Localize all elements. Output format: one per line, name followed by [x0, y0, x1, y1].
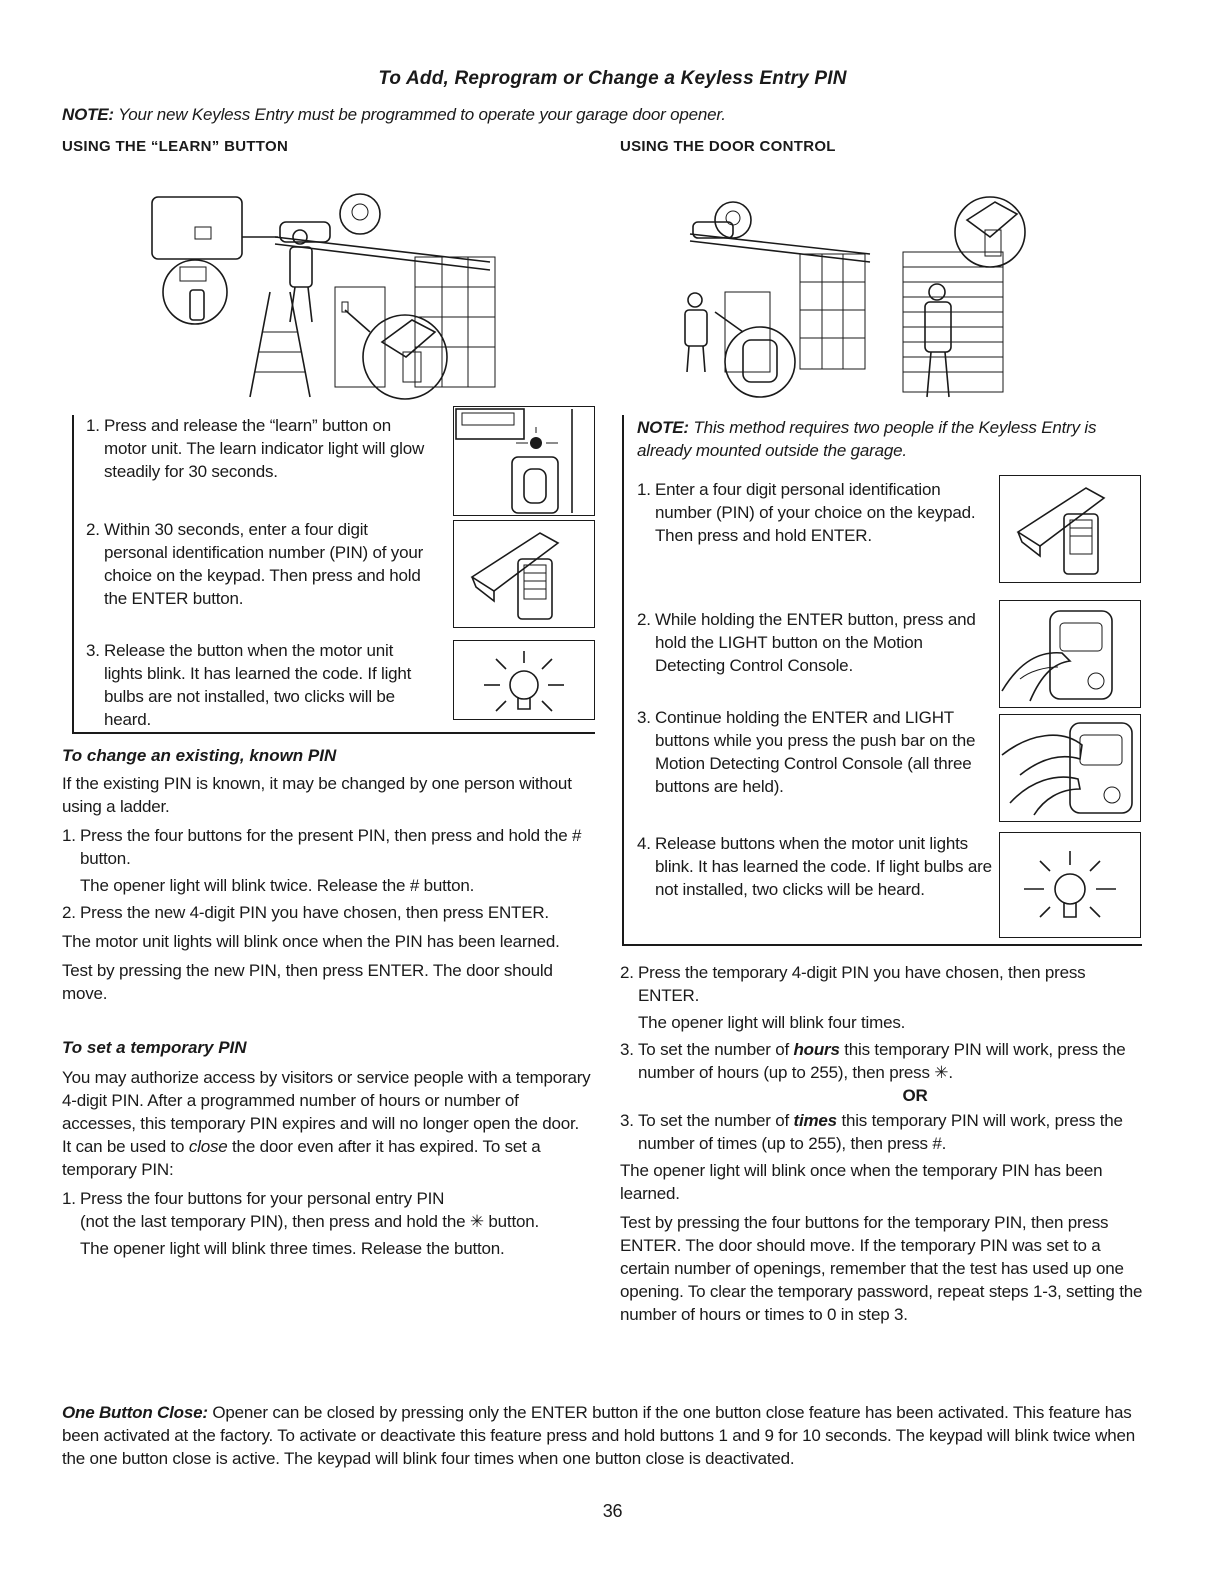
light-bulb-icon: [453, 640, 595, 720]
page-title: To Add, Reprogram or Change a Keyless Entry PIN: [378, 68, 847, 89]
note-label: NOTE:: [62, 105, 114, 124]
temp-step-2: Press the temporary 4-digit PIN you have chosen, then press ENTER.: [638, 963, 1086, 1005]
door-control-note: NOTE: This method requires two people if the Keyless Entry is already mounted outside the garage.: [637, 418, 1097, 460]
one-button-close-label: One Button Close:: [62, 1403, 208, 1422]
change-known-step-1-sub: The opener light will blink twice. Release the # button.: [80, 876, 475, 895]
left-heading: USING THE “LEARN” BUTTON: [62, 138, 289, 155]
temporary-step-1-line-2: (not the last temporary PIN), then press and hold the ✳ button.: [80, 1212, 540, 1231]
page-number: 36: [602, 1501, 623, 1521]
keypad-icon: [999, 475, 1141, 583]
temp-continued: 2. Press the temporary 4-digit PIN you have chosen, then press ENTER. The opener light will blink four times. 3. To set the number of hours this temporary PIN will work, press the number of hours (up to 255), then press ✳. OR 3. To set the number of times this temporary PIN will work, press the number of times (up to 255), then press #. The opener light will blink once when the temporary PIN has been learned. Test by pressing the four buttons for the temporary PIN, then press ENTER. The door should move. If the temporary PIN was set to a certain number of openings, remember that the test has used up one opening. To clear the temporary password, repeat steps 1-3, setting the number of hours or times to 0 in step 3.: [620, 961, 1150, 1332]
garage-door-control-illustration-icon: [655, 192, 1045, 404]
temp-step-3b: To set the number of times this temporary PIN will work, press the number of times (up to 255), then press #.: [638, 1111, 1123, 1153]
door-step-3: 3. Continue holding the ENTER and LIGHT buttons while you press the push bar on the Motion Detecting Control Console (all three buttons are held).: [637, 708, 976, 796]
change-known-para-2: Test by pressing the new PIN, then press ENTER. The door should move.: [62, 961, 553, 1003]
right-heading: USING THE DOOR CONTROL: [620, 138, 836, 155]
door-step-4: 4. Release buttons when the motor unit lights blink. It has learned the code. If light bulbs are not installed, two clicks will be heard.: [637, 834, 992, 899]
door-step-2: 2. While holding the ENTER button, press and hold the LIGHT button on the Motion Detecting Control Console.: [637, 610, 976, 675]
control-console-icon: [999, 600, 1141, 708]
learn-step-2: 2. Within 30 seconds, enter a four digit personal identification number (PIN) of your choice on the keypad. Then press and hold the ENTER button.: [86, 520, 424, 608]
keypad-icon: [453, 520, 595, 628]
change-known-heading: To change an existing, known PIN: [62, 746, 337, 765]
right-steps-underline: [622, 944, 1142, 946]
change-known-step-2: Press the new 4-digit PIN you have chosen, then press ENTER.: [80, 903, 549, 922]
left-steps-bracket: [72, 415, 74, 733]
garage-ladder-illustration-icon: [150, 192, 500, 404]
temporary-heading: To set a temporary PIN: [62, 1038, 247, 1057]
temp-step-2-sub: The opener light will blink four times.: [638, 1013, 906, 1032]
change-known-body: If the existing PIN is known, it may be changed by one person without using a ladder. 1. Press the four buttons for the present PIN, then press and hold the # button. The opener light will blink twice. Release the # button. 2. Press the new 4-digit PIN you have chosen, then press ENTER. The motor unit lights will blink once when the PIN has been learned. Test by pressing the new PIN, then press ENTER. The door should move.: [62, 772, 592, 1011]
learn-button-icon: [453, 406, 595, 516]
control-console-icon: [999, 714, 1141, 822]
learn-step-3: 3. Release the button when the motor unit lights blink. It has learned the code. If light bulbs are not installed, two clicks will be heard.: [86, 641, 412, 729]
door-step-1: 1. Enter a four digit personal identification number (PIN) of your choice on the keypad. Then press and hold ENTER.: [637, 480, 976, 545]
change-known-step-1: Press the four buttons for the present PIN, then press and hold the # button.: [80, 826, 582, 868]
temporary-step-1-sub: The opener light will blink three times. Release the button.: [80, 1239, 505, 1258]
close-emphasis: close: [188, 1137, 228, 1156]
temporary-step-1: Press the four buttons for your personal entry PIN: [80, 1189, 445, 1208]
note-text: Your new Keyless Entry must be programmed to operate your garage door opener.: [113, 105, 726, 124]
temp-para-2: Test by pressing the four buttons for the temporary PIN, then press ENTER. The door should move. If the temporary PIN was set to a certain number of openings, remember that the test has used up one opening. To clear the temporary password, repeat steps 1-3, setting the number of hours or times to 0 in step 3.: [620, 1213, 1143, 1324]
right-steps-bracket: [622, 415, 624, 945]
left-steps-underline: [72, 732, 595, 734]
change-known-intro: If the existing PIN is known, it may be changed by one person without using a ladder.: [62, 774, 572, 816]
temp-step-3a: To set the number of hours this temporary PIN will work, press the number of hours (up to 255), then press ✳.: [638, 1040, 1126, 1082]
temporary-body: You may authorize access by visitors or service people with a temporary 4-digit PIN. After a programmed number of hours or number of accesses, this temporary PIN expires and will no longer open the door. It can be used to close the door even after it has expired. To set a temporary PIN: 1. Press the four buttons for your personal entry PIN (not the last temporary PIN), then press and hold the ✳ button. The opener light will blink three times. Release the button.: [62, 1068, 591, 1258]
light-bulb-icon: [999, 832, 1141, 938]
temp-para-1: The opener light will blink once when the temporary PIN has been learned.: [620, 1161, 1103, 1203]
times-emphasis: times: [793, 1111, 837, 1130]
one-button-close: [62, 1401, 1152, 1470]
note: [62, 103, 1162, 126]
one-button-close-text: Opener can be closed by pressing only the ENTER button if the one button close feature has been activated. This feature has been activated at the factory. To activate or deactivate this feature press and hold buttons 1 and 9 for 10 seconds. The keypad will blink twice when the one button close is active. The keypad will blink four times when one button close is deactivated.: [62, 1403, 1136, 1468]
change-known-para-1: The motor unit lights will blink once when the PIN has been learned.: [62, 932, 560, 951]
or-separator: OR: [902, 1086, 928, 1105]
hours-emphasis: hours: [793, 1040, 840, 1059]
learn-step-1: 1. Press and release the “learn” button on motor unit. The learn indicator light will glow steadily for 30 seconds.: [86, 416, 425, 481]
